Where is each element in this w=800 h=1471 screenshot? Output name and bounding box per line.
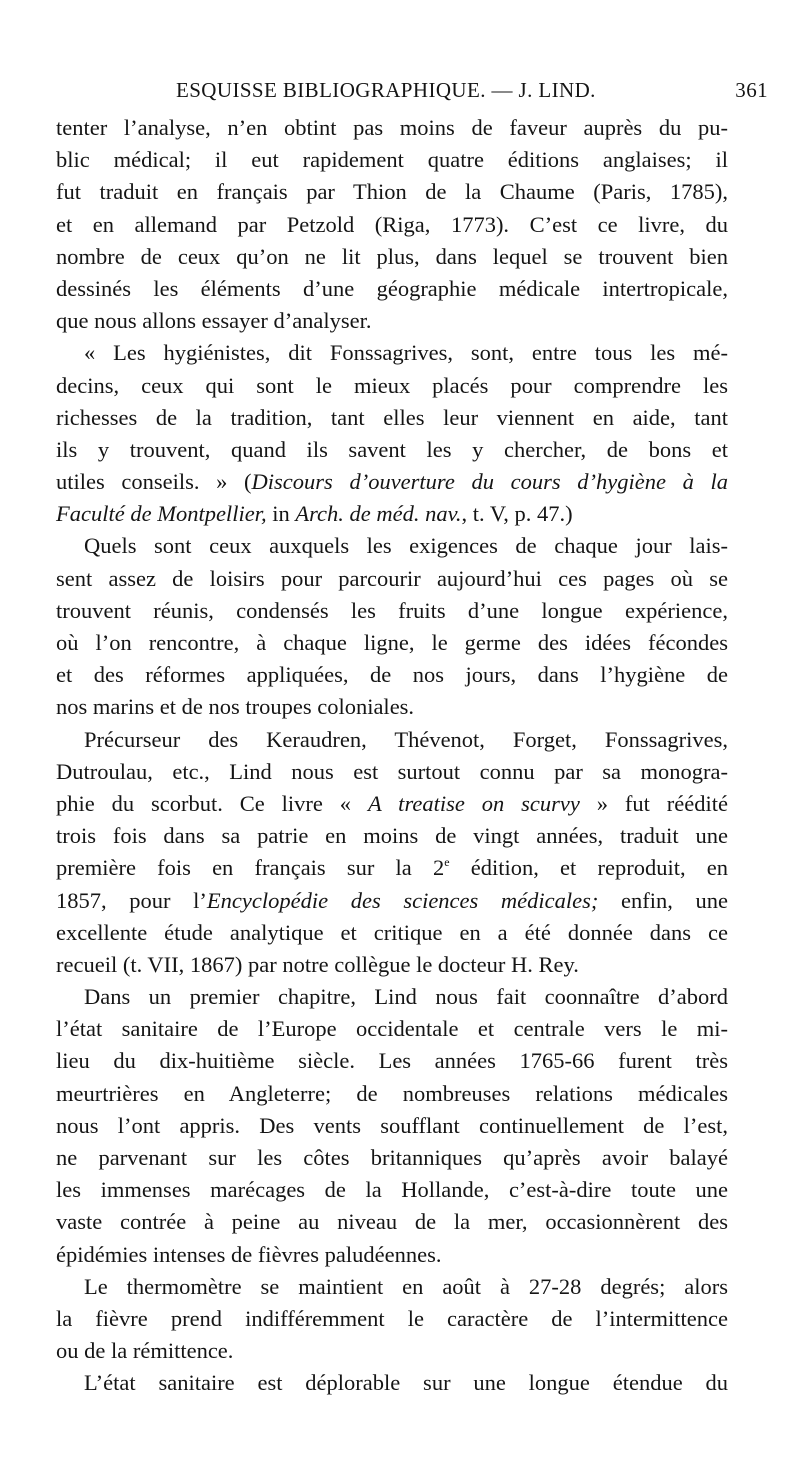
text-line xyxy=(56,498,728,530)
text-run: , t. V, p. 47.) xyxy=(461,501,573,527)
running-head xyxy=(58,78,768,108)
text-run: » fut réédité xyxy=(579,790,728,816)
text-run: édition, et reproduit, en xyxy=(449,855,728,881)
text-line: Le thermomètre se maintient en août à 27-28 degrés; alors xyxy=(84,1273,728,1299)
text-run: utiles conseils. » ( xyxy=(56,469,252,495)
superscript: e xyxy=(444,855,450,870)
text-line: decins, ceux qui sont le mieux placés pour comprendre les xyxy=(56,372,728,398)
text-line: épidémies intenses de fièvres paludéennes. xyxy=(56,1241,442,1267)
italic-text: Discours d’ouverture du cours d’hygiène à la xyxy=(251,469,729,495)
text-line xyxy=(56,788,728,820)
italic-text: Encyclopédie des sciences médicales; xyxy=(206,887,599,913)
text-line: excellente étude analytique et critique en a été donnée dans ce xyxy=(56,919,728,945)
text-line: L’état sanitaire est déplorable sur une longue étendue du xyxy=(84,1370,728,1396)
text-run: phie du scorbut. Ce livre « xyxy=(56,790,368,816)
running-title: ESQUISSE BIBLIOGRAPHIQUE. — J. LIND. xyxy=(176,78,596,102)
text-line xyxy=(56,852,728,884)
text-line: blic médical; il eut rapidement quatre éditions anglaises; il xyxy=(56,147,728,173)
text-line: Précurseur des Keraudren, Thévenot, Forget, Fonssagrives, xyxy=(84,726,728,752)
text-line: que nous allons essayer d’analyser. xyxy=(56,308,372,334)
text-run: in xyxy=(266,501,296,527)
text-run: première fois en français sur la 2 xyxy=(56,855,445,881)
text-line: trouvent réunis, condensés les fruits d’une longue expérience, xyxy=(56,597,728,623)
text-line: ne parvenant sur les côtes britanniques qu’après avoir balayé xyxy=(56,1145,728,1170)
text-line: Quels sont ceux auxquels les exigences de chaque jour lais- xyxy=(84,533,728,559)
text-line: et en allemand par Petzold (Riga, 1773). C’est ce livre, du xyxy=(56,211,728,237)
text-line: nos marins et de nos troupes coloniales. xyxy=(56,694,415,720)
text-run: enfin, une xyxy=(598,887,729,913)
text-line: trois fois dans sa patrie en moins de vingt années, traduit une xyxy=(56,823,728,849)
text-line: sent assez de loisirs pour parcourir aujourd’hui ces pages où se xyxy=(56,565,728,591)
text-line: lieu du dix-huitième siècle. Les années 1765-66 furent très xyxy=(56,1048,728,1074)
text-line: richesses de la tradition, tant elles leur viennent en aide, tant xyxy=(56,404,728,430)
text-line: où l’on rencontre, à chaque ligne, le germe des idées fécondes xyxy=(56,630,728,655)
text-line xyxy=(56,466,728,498)
text-line: tenter l’analyse, n’en obtint pas moins de faveur auprès du pu- xyxy=(56,115,728,140)
italic-text: Arch. de méd. nav. xyxy=(295,501,462,527)
text-line: et des réformes appliquées, de nos jours, dans l’hygiène de xyxy=(56,662,728,688)
text-line: « Les hygiénistes, dit Fonssagrives, sont, entre tous les mé- xyxy=(84,340,728,366)
text-line: nombre de ceux qu’on ne lit plus, dans lequel se trouvent bien xyxy=(56,243,728,269)
body-text xyxy=(56,112,728,1400)
text-line: fut traduit en français par Thion de la Chaume (Paris, 1785), xyxy=(56,179,728,205)
text-line: ou de la rémittence. xyxy=(56,1338,234,1364)
text-run: 1857, pour l’ xyxy=(56,887,207,913)
text-line: nous l’ont appris. Des vents soufflant continuellement de l’est, xyxy=(56,1112,728,1138)
text-line: recueil (t. VII, 1867) par notre collègue le docteur H. Rey. xyxy=(56,951,579,977)
text-line: Dutroulau, etc., Lind nous est surtout connu par sa monogra- xyxy=(56,758,728,784)
text-line: la fièvre prend indifféremment le caractère de l’intermittence xyxy=(56,1305,728,1331)
text-line: dessinés les éléments d’une géographie médicale intertropicale, xyxy=(56,275,728,301)
text-line: ils y trouvent, quand ils savent les y chercher, de bons et xyxy=(56,436,728,462)
text-line: Dans un premier chapitre, Lind nous fait coonnaître d’abord xyxy=(84,984,728,1010)
italic-text: Faculté de Montpellier, xyxy=(56,501,267,527)
italic-text: A treatise on scurvy xyxy=(367,790,580,816)
page-number: 361 xyxy=(735,78,768,102)
text-line: meurtrières en Angleterre; de nombreuses relations médicales xyxy=(56,1080,728,1106)
text-line: les immenses marécages de la Hollande, c’est-à-dire toute une xyxy=(56,1177,728,1203)
text-line xyxy=(56,885,728,917)
text-line: l’état sanitaire de l’Europe occidentale et centrale vers le mi- xyxy=(56,1016,728,1042)
text-line: vaste contrée à peine au niveau de la mer, occasionnèrent des xyxy=(56,1209,728,1235)
